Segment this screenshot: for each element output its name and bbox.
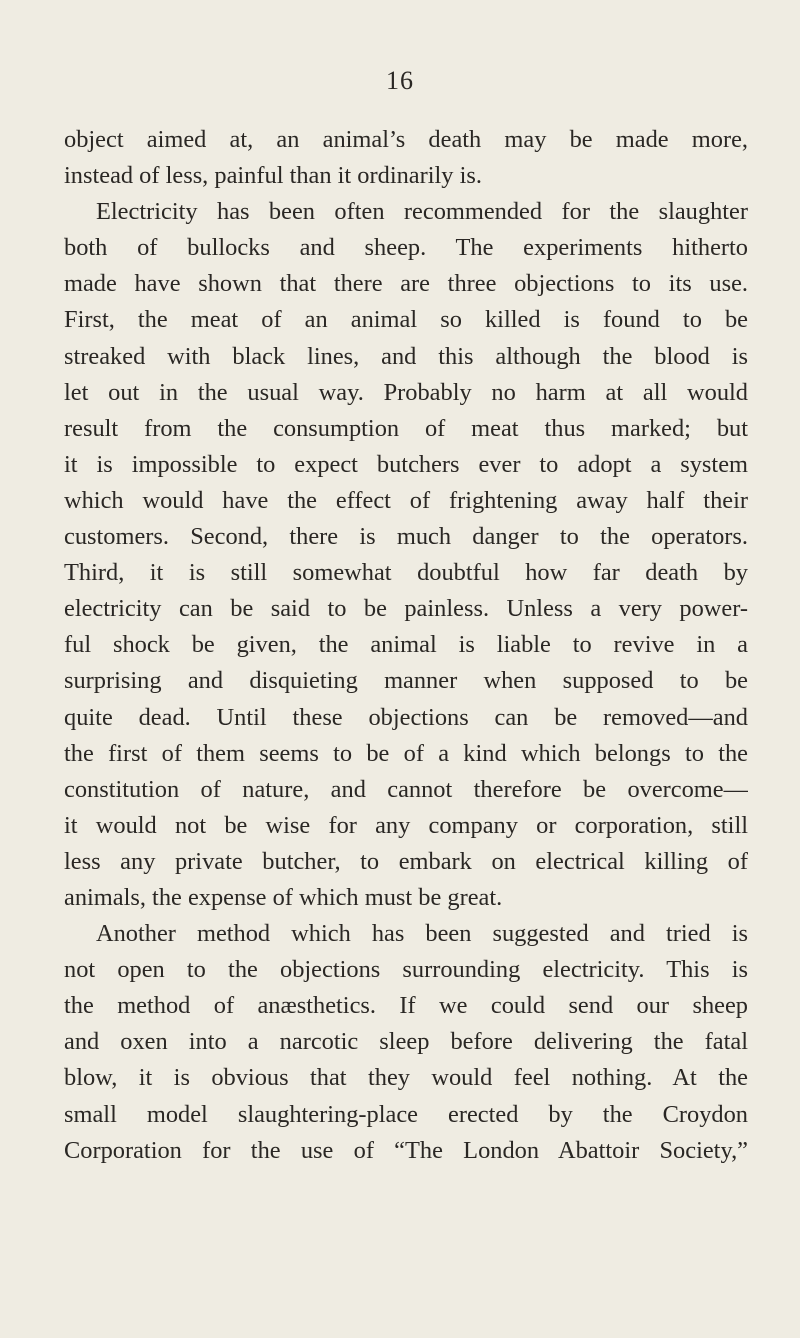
text-line: the method of anæsthetics. If we could send our sheep [64,992,748,1020]
text-line: Corporation for the use of “The London Abattoir Society,” [64,1136,748,1164]
text-line: it is impossible to expect butchers ever to adopt a system [64,450,748,478]
text-line: Third, it is still somewhat doubtful how far death by [64,559,748,587]
text-line: constitution of nature, and cannot therefore be overcome— [64,775,748,803]
text-line: electricity can be said to be painless. Unless a very power- [64,595,748,623]
text-line: instead of less, painful than it ordinarily is. [64,162,482,190]
text-line: less any private butcher, to embark on electrical killing of [64,847,748,875]
text-line: quite dead. Until these objections can be removed—and [64,703,748,731]
text-line: small model slaughtering-place erected by the Croydon [64,1100,748,1128]
text-line: let out in the usual way. Probably no harm at all would [64,378,748,406]
text-line: and oxen into a narcotic sleep before delivering the fatal [64,1028,748,1056]
text-line: ful shock be given, the animal is liable to revive in a [64,631,748,659]
body-text [64,122,748,1169]
text-line: which would have the effect of frightening away half their [64,486,748,514]
text-line: Another method which has been suggested and tried is [96,920,748,948]
text-line: blow, it is obvious that they would feel nothing. At the [64,1064,748,1092]
text-line: object aimed at, an animal’s death may be made more, [64,126,748,153]
text-line: surprising and disquieting manner when supposed to be [64,667,748,695]
text-line: not open to the objections surrounding electricity. This is [64,956,748,984]
text-line: the first of them seems to be of a kind which belongs to the [64,739,748,767]
text-line: animals, the expense of which must be great. [64,883,503,911]
text-line: Electricity has been often recommended for the slaughter [96,198,748,226]
text-line: customers. Second, there is much danger to the operators. [64,523,748,551]
text-line: First, the meat of an animal so killed is found to be [64,306,748,334]
text-line: streaked with black lines, and this although the blood is [64,342,748,370]
text-line: it would not be wise for any company or corporation, still [64,811,748,839]
page-number: 16 [386,66,414,95]
text-line: both of bullocks and sheep. The experiments hitherto [64,234,748,262]
text-line: result from the consumption of meat thus marked; but [64,414,748,442]
text-line: made have shown that there are three objections to its use. [64,270,748,298]
